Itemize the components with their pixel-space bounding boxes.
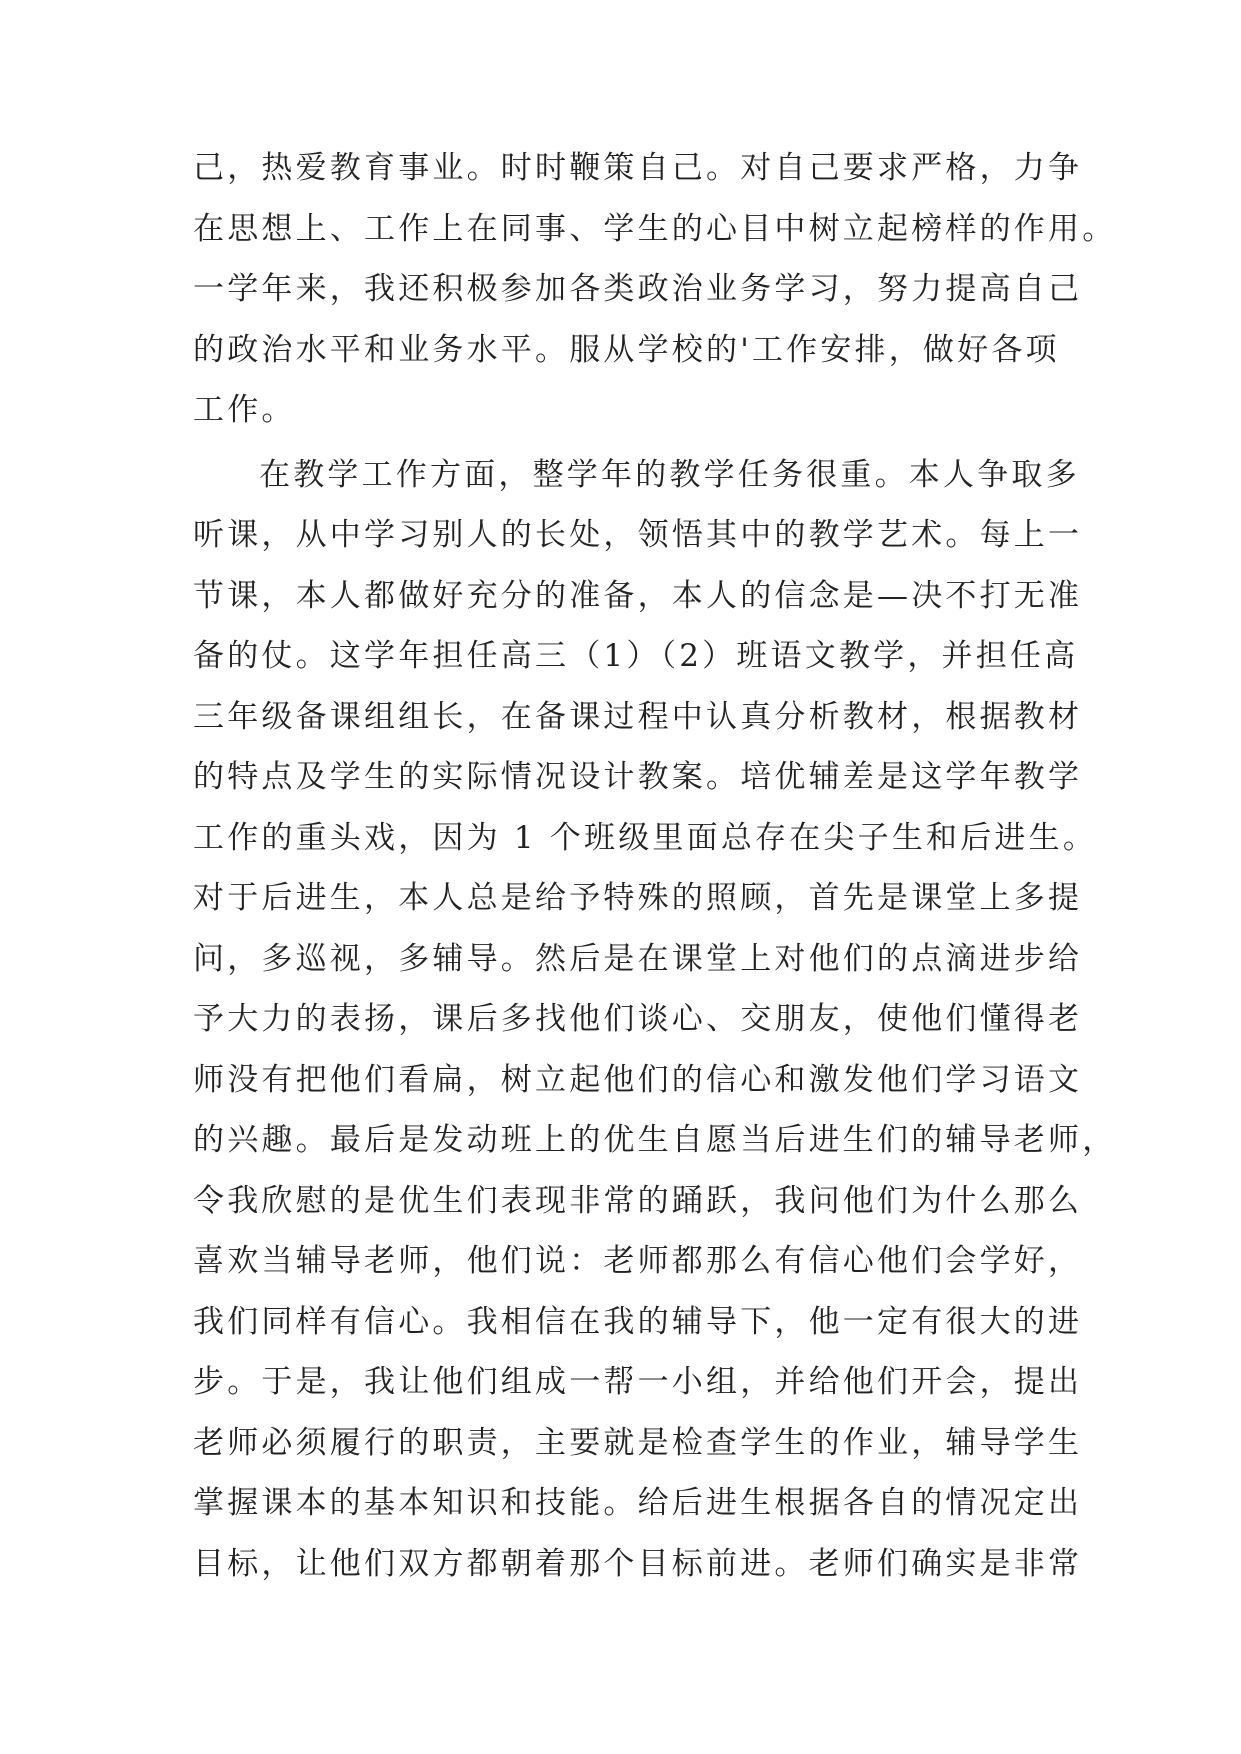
text-line: 目标，让他们双方都朝着那个目标前进。老师们确实是非常 [193,1545,1083,1582]
text-line: 掌握课本的基本知识和技能。给后进生根据各自的情况定出 [193,1485,1083,1521]
text-line: 在教学工作方面，整学年的教学任务很重。本人争取多 [259,456,1080,493]
text-line: 我们同样有信心。我相信在我的辅导下，他一定有很大的进 [193,1303,1083,1340]
text-line: 备的仗。这学年担任高三（1）（2）班语文教学，并担任高 [193,638,1079,674]
document-body [193,138,1117,1594]
text-line: 一学年来，我还积极参加各类政治业务学习，努力提高自己 [193,271,1083,307]
paragraph-2 [193,445,1117,1595]
text-line: 的政治水平和业务水平。服从学校的'工作安排，做好各项 [193,331,1060,368]
text-line: 己，热爱教育事业。时时鞭策自己。对自己要求严格，力争 [193,150,1083,186]
text-line: 工作的重头戏，因为 1 个班级里面总存在尖子生和后进生。 [193,819,1098,856]
text-line: 对于后进生，本人总是给予特殊的照顾，首先是课堂上多提 [193,880,1083,916]
text-line: 令我欣慰的是优生们表现非常的踊跃，我问他们为什么那么 [193,1182,1083,1219]
text-line: 的特点及学生的实际情况设计教案。培优辅差是这学年教学 [193,759,1083,795]
text-line: 在思想上、工作上在同事、学生的心目中树立起榜样的作用。 [193,210,1117,247]
text-line: 听课，从中学习别人的长处，领悟其中的教学艺术。每上一 [193,517,1083,553]
text-line: 三年级备课组组长，在备课过程中认真分析教材，根据教材 [193,698,1083,735]
text-line: 喜欢当辅导老师，他们说：老师都那么有信心他们会学好， [193,1243,1083,1279]
text-line: 问，多巡视，多辅导。然后是在课堂上对他们的点滴进步给 [193,940,1083,977]
text-line: 师没有把他们看扁，树立起他们的信心和激发他们学习语文 [193,1061,1083,1098]
text-line: 予大力的表扬，课后多找他们谈心、交朋友，使他们懂得老 [193,1001,1083,1037]
text-line: 节课，本人都做好充分的准备，本人的信念是—决不打无准 [193,577,1083,614]
text-line: 的兴趣。最后是发动班上的优生自愿当后进生们的辅导老师， [193,1122,1117,1158]
text-line: 工作。 [193,392,296,428]
text-line: 老师必须履行的职责，主要就是检查学生的作业，辅导学生 [193,1424,1083,1461]
text-line: 步。于是，我让他们组成一帮一小组，并给他们开会，提出 [193,1364,1083,1400]
paragraph-1 [193,138,1117,441]
